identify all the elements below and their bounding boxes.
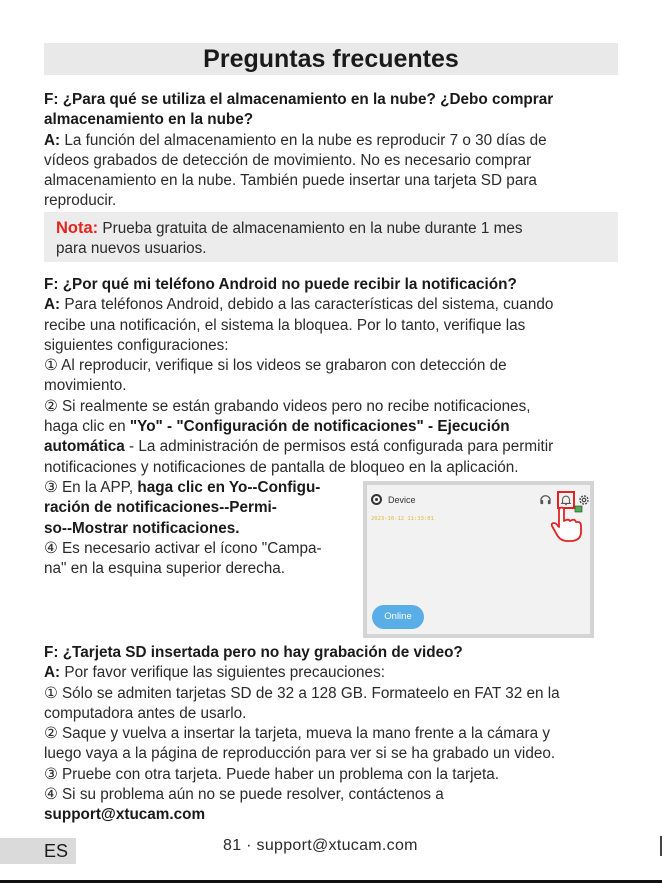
note-box [44,212,618,262]
step-line: ③ Pruebe con otra tarjeta. Puede haber un problema con la tarjeta. [44,765,500,783]
page-title: Preguntas frecuentes [44,43,618,75]
step-line: ① Al reproducir, verifique si los videos se grabaron con detección de [44,357,507,375]
faq-sd-card [44,643,618,826]
step-line: ④ Si su problema aún no se puede resolver, contáctenos a [44,786,444,804]
step-line: ② Si realmente se están grabando videos pero no recibe notificaciones, [44,397,531,415]
answer-line: almacenamiento en la nube. También puede insertar una tarjeta SD para [44,172,537,190]
faq-android-notifications [44,275,618,478]
answer-label: A: [44,131,61,149]
question-line: almacenamiento en la nube? [44,111,254,129]
faq-question [44,90,618,131]
faq-cloud-storage [44,90,618,212]
step-line: notificaciones y notificaciones de pantalla de bloqueo en la aplicación. [44,458,519,476]
language-label: ES [44,841,69,861]
step-line: ② Saque y vuelva a insertar la tarjeta, mueva la mano frente a la cámara y [44,725,551,743]
question-line: F: ¿Para qué se utiliza el almacenamiento en la nube? ¿Debo comprar [44,91,554,108]
faq-android-steps-3-4 [44,478,360,579]
support-email[interactable]: support@xtucam.com [44,806,206,824]
faq-answer [44,131,618,212]
answer-line: reproducir. [44,192,117,210]
faq-question: F: ¿Por qué mi teléfono Android no puede recibir la notificación? [44,276,517,293]
step-text: - La administración de permisos está configurada para permitir [124,438,554,456]
step-line: ① Sólo se admiten tarjetas SD de 32 a 128 GB. Formateelo en FAT 32 en la [44,684,560,702]
step-line: na" en la esquina superior derecha. [44,560,285,578]
answer-line: vídeos grabados de detección de movimiento. No es necesario comprar [44,151,532,169]
step-line: luego vaya a la página de reproducción para ver si se ha grabado un video. [44,745,556,763]
note-line: Prueba gratuita de almacenamiento en la nube durante 1 mes [98,220,523,237]
answer-line: Por favor verifique las siguientes precauciones: [60,664,385,682]
hand-pointer-icon [548,505,584,543]
note-line: para nuevos usuarios. [56,240,207,258]
answer-label: A: [44,664,61,682]
language-tab [0,838,76,864]
video-timestamp: 2023-10-12 11:33:01 [371,516,434,522]
step-line: movimiento. [44,377,127,395]
app-screen [367,485,590,634]
app-screenshot [363,481,594,638]
page-footer: 81 · support@xtucam.com [223,837,418,854]
step-bold-text: automática [44,438,125,456]
step-bold-text: haga clic en Yo--Configu- [137,479,321,496]
step-line: computadora antes de usarlo. [44,704,247,722]
online-button[interactable]: Online [372,605,424,629]
step-bold-text: ración de notificaciones--Permi- [44,499,277,517]
answer-label: A: [44,296,61,314]
answer-line: Para teléfonos Android, debido a las características del sistema, cuando [60,296,554,314]
faq-question: F: ¿Tarjeta SD insertada pero no hay grabación de video? [44,644,463,661]
step-bold-text: so--Mostrar notificaciones. [44,519,240,537]
step-text: ③ En la APP, [44,479,138,496]
step-text: haga clic en [44,418,130,436]
camera-logo-icon [371,494,382,505]
answer-line: siguientes configuraciones: [44,336,229,354]
step-line: ④ Es necesario activar el ícono "Campa- [44,539,322,557]
note-label: Nota: [56,219,99,237]
answer-line: La función del almacenamiento en la nube es reproducir 7 o 30 días de [60,131,547,149]
step-bold-text: "Yo" - "Configuración de notificaciones" - Ejecución [129,418,510,436]
answer-line: recibe una notificación, el sistema la bloquea. Por lo tanto, verifique las [44,316,526,334]
device-title: Device [388,495,416,505]
